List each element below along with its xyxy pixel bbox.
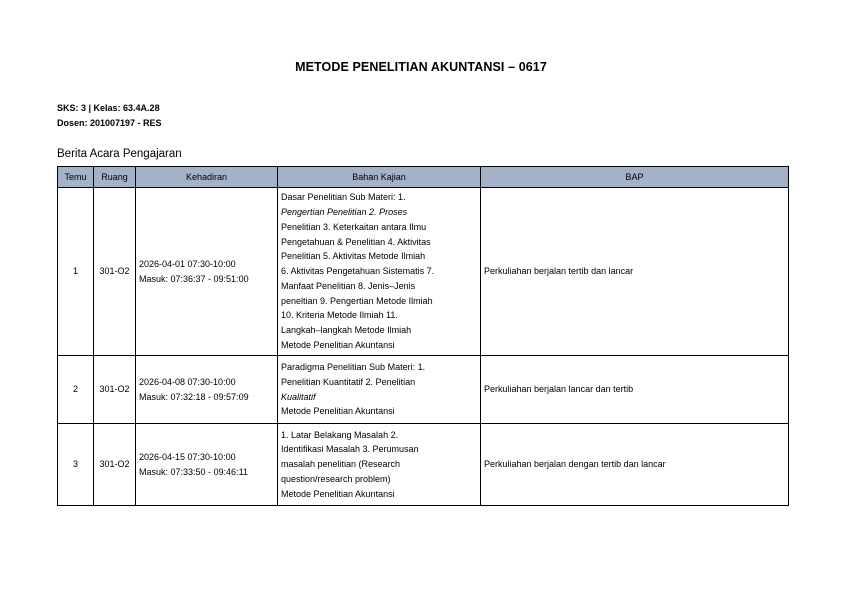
table-row xyxy=(58,188,789,356)
header-bahan-kajian: Bahan Kajian xyxy=(278,167,481,188)
bahan-course: Metode Penelitian Akuntansi xyxy=(281,340,395,351)
header-temu: Temu xyxy=(58,167,94,188)
cell-bap: Perkuliahan berjalan tertib dan lancar xyxy=(481,188,789,356)
cell-bahan-kajian xyxy=(278,424,481,506)
document-title: METODE PENELITIAN AKUNTANSI – 0617 xyxy=(295,60,547,74)
bahan-line: Paradigma Penelitian Sub Materi: 1. xyxy=(281,361,426,372)
cell-bahan-kajian xyxy=(278,188,481,356)
kehadiran-jadwal: 2026-04-08 07:30-10:00 xyxy=(139,376,236,387)
header-ruang: Ruang xyxy=(94,167,136,188)
cell-bap: Perkuliahan berjalan dengan tertib dan lancar xyxy=(481,424,789,506)
table-header-row xyxy=(58,167,789,188)
cell-ruang: 301-O2 xyxy=(94,356,136,424)
bahan-line: 10. Kriteria Metode Ilmiah 11. xyxy=(281,310,398,321)
bahan-line: Manfaat Penelitian 8. Jenis–Jenis xyxy=(281,280,416,291)
bahan-line: Pengertian Penelitian 2. Proses xyxy=(281,206,408,217)
section-title: Berita Acara Pengajaran xyxy=(57,148,182,160)
cell-temu: 3 xyxy=(58,424,94,506)
lecturer-info: Dosen: 201007197 - RES xyxy=(57,118,162,128)
cell-kehadiran xyxy=(136,188,278,356)
bahan-course: Metode Penelitian Akuntansi xyxy=(281,488,395,499)
bahan-line: question/research problem) xyxy=(281,473,391,484)
cell-bap: Perkuliahan berjalan lancar dan tertib xyxy=(481,356,789,424)
bahan-line: peneltian 9. Pengertian Metode Ilmiah xyxy=(281,295,433,306)
bahan-line: Langkah–langkah Metode Ilmiah xyxy=(281,325,412,336)
cell-kehadiran xyxy=(136,424,278,506)
cell-ruang: 301-O2 xyxy=(94,188,136,356)
kehadiran-masuk: Masuk: 07:32:18 - 09:57:09 xyxy=(139,391,249,402)
cell-kehadiran xyxy=(136,356,278,424)
bahan-line: Identifikasi Masalah 3. Perumusan xyxy=(281,444,419,455)
bahan-line: Kualitatif xyxy=(281,391,316,402)
kehadiran-jadwal: 2026-04-15 07:30-10:00 xyxy=(139,451,236,462)
kehadiran-masuk: Masuk: 07:36:37 - 09:51:00 xyxy=(139,273,249,284)
bahan-course: Metode Penelitian Akuntansi xyxy=(281,406,395,417)
cell-bahan-kajian xyxy=(278,356,481,424)
bahan-line: Penelitian 5. Aktivitas Metode Ilmiah xyxy=(281,251,426,262)
bahan-line: masalah penelitian (Research xyxy=(281,459,401,470)
bahan-line: Pengetahuan & Penelitian 4. Aktivitas xyxy=(281,236,431,247)
table-row xyxy=(58,424,789,506)
bahan-line: 1. Latar Belakang Masalah 2. xyxy=(281,429,399,440)
kehadiran-masuk: Masuk: 07:33:50 - 09:46:11 xyxy=(139,466,248,477)
header-bap: BAP xyxy=(481,167,789,188)
cell-ruang: 301-O2 xyxy=(94,424,136,506)
cell-temu: 2 xyxy=(58,356,94,424)
sks-class-info: SKS: 3 | Kelas: 63.4A.28 xyxy=(57,103,160,113)
kehadiran-jadwal: 2026-04-01 07:30-10:00 xyxy=(139,258,236,269)
bap-table xyxy=(57,166,789,506)
bahan-line: Penelitian Kuantitatif 2. Penelitian xyxy=(281,376,416,387)
cell-temu: 1 xyxy=(58,188,94,356)
bahan-line: Dasar Penelitian Sub Materi: 1. xyxy=(281,192,406,203)
table-row xyxy=(58,356,789,424)
bahan-line: 6. Aktivitas Pengetahuan Sistematis 7. xyxy=(281,266,435,277)
header-kehadiran: Kehadiran xyxy=(136,167,278,188)
bahan-line: Penelitian 3. Keterkaitan antara Ilmu xyxy=(281,221,427,232)
